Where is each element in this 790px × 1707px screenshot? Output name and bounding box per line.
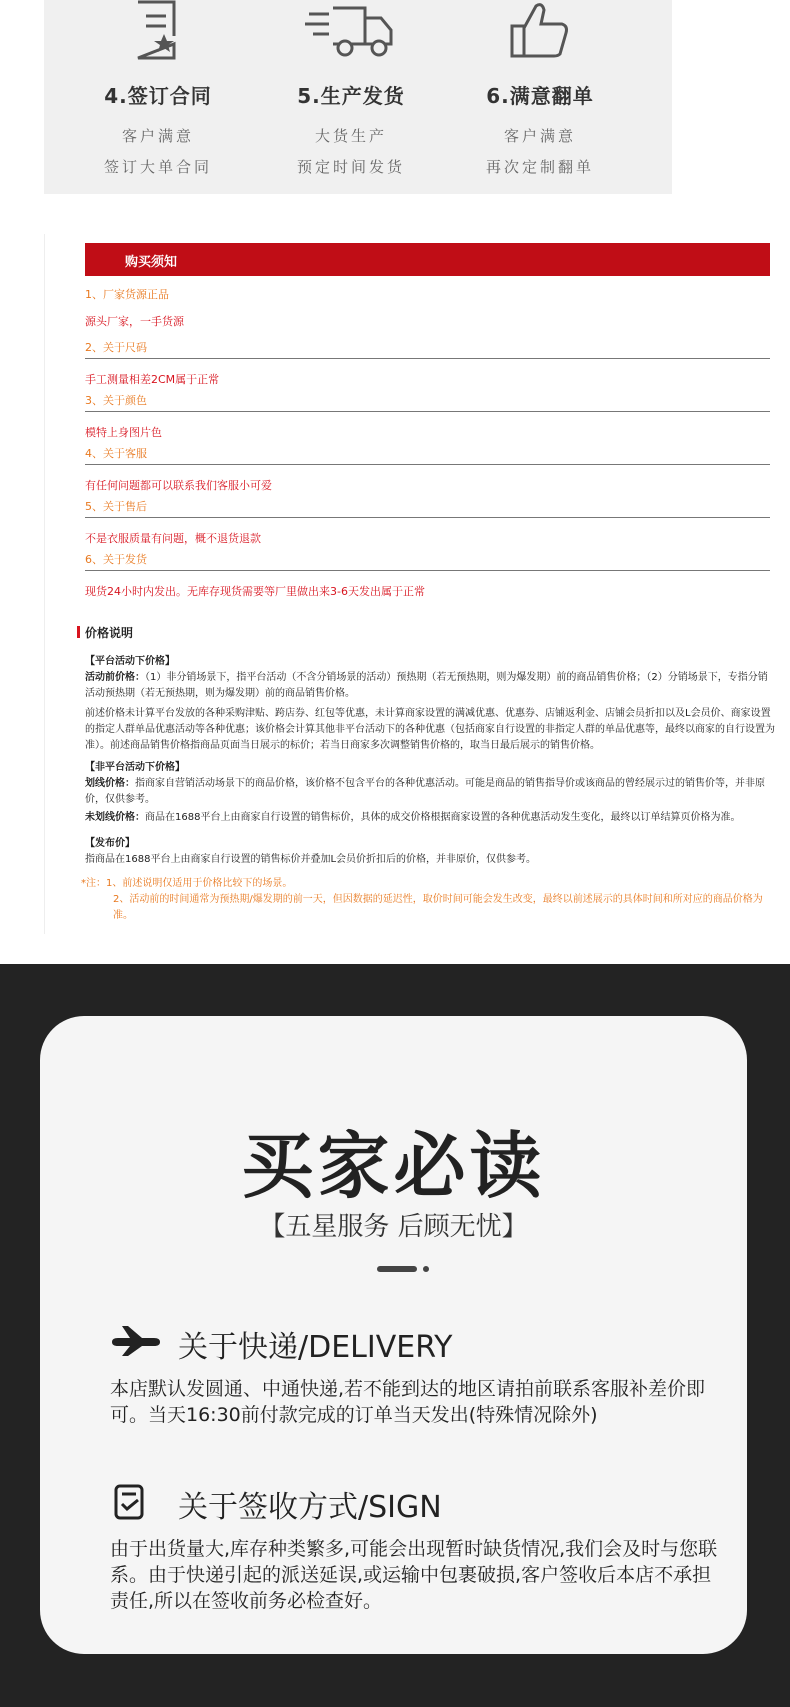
price-note-2: 2、活动前的时间通常为预热期/爆发期的前一天，但因数据的延迟性，取价时间可能会发生改变，最终以前述展示的具体时间和所对应的商品价格为准。 [113,894,763,921]
publish-heading: 【发布价】 [85,838,135,849]
step-production [251,0,451,177]
divider [85,411,770,412]
step-reorder [440,0,640,177]
price-heading-text: 价格说明 [85,626,134,640]
process-steps [44,0,672,194]
step-line: 签订大单合同 [103,158,212,176]
strike-price-text: 指商家自营销活动场景下的商品价格，该价格不包含平台的各种优惠活动。可能是商品的销售指导价或该商品的曾经展示过的销售价等，并非原价，仅供参考。 [85,778,765,805]
contract-star-icon [128,0,188,60]
price-heading [77,624,133,641]
purchase-notice [44,234,774,934]
notice-answer: 模特上身图片色 [85,426,162,439]
notice-answer: 有任何问题都可以联系我们客服小可爱 [85,479,272,492]
step-title: 6.满意翻单 [486,84,594,108]
nostrike-price-label: 未划线价格： [85,812,145,823]
notice-question: 2、关于尺码 [85,341,147,354]
dot-mark [423,1266,429,1272]
pre-price-note: 前述价格未计算平台发放的各种采购津贴、跨店券、红包等优惠，未计算商家设置的满减优惠、优惠券、店铺返利金、店铺会员折扣以及L会员价、商家设置的指定人群单品优惠活动等各种优惠；该价格会计算其他非平台活动下的各种优惠（包括商家自行设置的非指定人群的单品优惠等，最终以商家的自行设置为准）。前述商品销售价格指商品页面当日展示的标价；若当日商家多次调整销售价格的，取当日最后展示的销售价格。 [85,708,775,751]
buyer-section [0,964,790,1707]
delivery-truck-icon [303,0,399,60]
sign-heading-text: 关于签收方式/SIGN [178,1490,442,1525]
publish-price-section [85,836,775,868]
price-note-1: *注：1、前述说明仅适用于价格比较下的场景。 [81,878,293,889]
notice-question: 1、厂家货源正品 [85,288,169,301]
notice-question: 3、关于颜色 [85,394,147,407]
notice-question: 4、关于客服 [85,447,147,460]
step-line: 预定时间发货 [296,158,405,176]
notice-answer: 手工测量相差2CM属于正常 [85,373,220,386]
notice-title-bar [85,243,770,276]
notice-answer: 不是衣服质量有问题，概不退货退款 [85,532,261,545]
heading-marker [77,626,80,638]
step-line: 客户满意 [121,127,194,145]
step-line: 客户满意 [503,127,576,145]
platform-heading: 【平台活动下价格】 [85,656,175,667]
nonplatform-price-section [85,760,775,808]
platform-price-section [85,654,775,702]
notice-question: 5、关于售后 [85,500,147,513]
divider [85,358,770,359]
pre-price-text: （1）非分销场景下，指平台活动（不含分销场景的活动）预热期（若无预热期，则为爆发期）前的商品销售价格；（2）分销场景下，专指分销活动预热期（若无预热期，则为爆发期）前的商品销售价格。 [85,672,768,699]
step-title: 5.生产发货 [297,84,405,108]
divider [85,464,770,465]
notice-title: 购买须知 [125,255,178,270]
buyer-card [40,1016,747,1654]
strike-price-label: 划线价格： [85,778,135,789]
thumbs-up-icon [508,0,572,60]
divider [85,570,770,571]
step-line: 再次定制翻单 [485,158,594,176]
dash-mark [377,1266,417,1272]
notice-answer: 源头厂家，一手货源 [85,315,184,328]
publish-text: 指商品在1688平台上由商家自行设置的销售标价并叠加L会员价折扣后的价格，并非原价，仅供参考。 [85,854,537,865]
step-sign-contract [58,0,258,177]
divider [85,517,770,518]
sign-text: 由于出货量大,库存种类繁多,可能会出现暂时缺货情况,我们会及时与您联系。由于快递引起的派送延误,或运输中包裹破损,客户签收后本店不承担责任,所以在签收前务必检查好。 [110,1538,718,1612]
delivery-text: 本店默认发圆通、中通快递,若不能到达的地区请拍前联系客服补差价即可。当天16:30前付款完成的订单当天发出(特殊情况除外) [110,1378,706,1426]
nostrike-price [85,810,775,826]
step-line: 大货生产 [314,127,387,145]
airplane-icon [110,1322,162,1358]
buyer-subtitle: 【五星服务 后顾无忧】 [259,1212,528,1242]
notice-question: 6、关于发货 [85,553,147,566]
notice-answer: 现货24小时内发出。无库存现货需要等厂里做出来3-6天发出属于正常 [85,585,425,598]
step-title: 4.签订合同 [104,84,212,108]
nostrike-price-text: 商品在1688平台上由商家自行设置的销售标价，具体的成交价格根据商家设置的各种优惠活动发生变化，最终以订单结算页价格为准。 [145,812,741,823]
pre-price-label: 活动前价格： [85,672,145,683]
nonplatform-heading: 【非平台活动下价格】 [85,762,185,773]
receipt-sign-icon [110,1482,150,1522]
delivery-heading-text: 关于快递/DELIVERY [178,1330,453,1365]
buyer-title: 买家必读 [241,1124,546,1208]
